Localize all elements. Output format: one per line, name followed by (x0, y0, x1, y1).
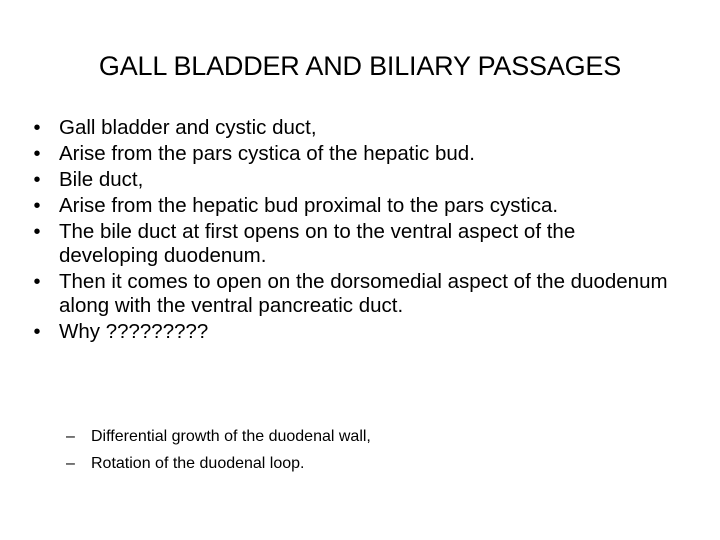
dash-icon: – (66, 455, 75, 472)
bullet-text: Arise from the hepatic bud proximal to the pars cystica. (59, 194, 559, 217)
sub-bullet-item (66, 426, 666, 448)
dash-icon: – (66, 428, 75, 445)
bullet-dot-icon: • (33, 271, 41, 293)
bullet-dot-icon: • (33, 321, 41, 343)
bullet-list (30, 116, 680, 346)
bullet-item (30, 270, 680, 318)
bullet-dot-icon: • (33, 195, 41, 217)
bullet-item (30, 168, 680, 192)
bullet-dot-icon: • (33, 143, 41, 165)
bullet-dot-icon: • (33, 117, 41, 139)
bullet-text: Gall bladder and cystic duct, (59, 116, 317, 139)
slide-title: GALL BLADDER AND BILIARY PASSAGES (98, 51, 622, 81)
bullet-dot-icon: • (33, 169, 41, 191)
bullet-dot-icon: • (33, 221, 41, 243)
sub-bullet-list (66, 426, 666, 480)
bullet-text: Arise from the pars cystica of the hepatic bud. (59, 142, 475, 165)
bullet-text: Then it comes to open on the dorsomedial aspect of the duodenum along with the ventral pancreatic duct. (59, 270, 668, 317)
bullet-text: Bile duct, (59, 168, 144, 191)
bullet-item (30, 320, 680, 344)
bullet-text: Why ????????? (59, 320, 209, 343)
bullet-item (30, 116, 680, 140)
bullet-item (30, 194, 680, 218)
bullet-item (30, 220, 680, 268)
bullet-item (30, 142, 680, 166)
sub-bullet-text: Differential growth of the duodenal wall, (91, 428, 371, 445)
bullet-text: The bile duct at first opens on to the ventral aspect of the developing duodenum. (59, 220, 576, 267)
sub-bullet-text: Rotation of the duodenal loop. (91, 455, 305, 472)
sub-bullet-item (66, 453, 666, 475)
